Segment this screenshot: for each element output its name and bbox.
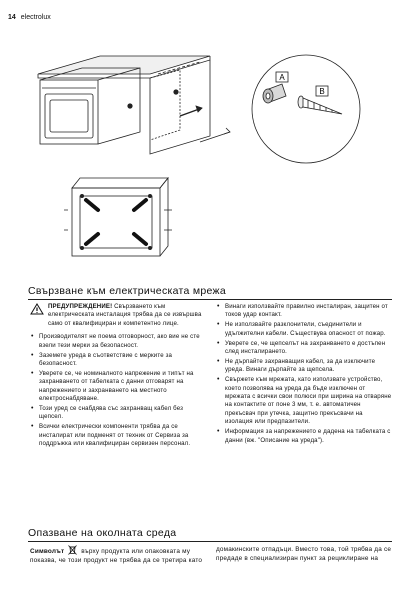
environment-text-right: домакинските отпадъци. Вместо това, той трябва да се предаде в специализиран пункт за рециклиране на [216, 546, 392, 562]
environment-right-text [216, 545, 392, 563]
list-item: • Всички електрически компоненти трябва да се инсталират или подменят от техник от Сервиза за поддръжка или квалифициран сервизен персонал. [30, 423, 208, 448]
symbol-label: Символът [30, 548, 65, 555]
right-bullet-list [216, 303, 392, 445]
electrical-section-title: Свързване към електрическата мрежа [28, 285, 392, 300]
list-item: • Винаги използвайте правилно инсталиран, защитен от токов удар контакт. [216, 303, 392, 320]
environment-text-left: върху продукта или опаковката му показва, че този продукт не трябва да се третира като [30, 548, 203, 564]
left-column [30, 303, 208, 450]
warning-text: Свързването към електрическата инсталация трябва да се извършва само от квалифициран и компетентно лице. [48, 303, 202, 327]
warning-triangle-icon [30, 303, 44, 315]
list-item: • Свържете към мрежата, като използвате устройство, което позволява на уреда да бъде изключен от мрежата с всички свои полюси при ширина на отваряне на контактите от поне 3 мм, т. е. автоматичен прекъсвач при утечка, защитно прекъсвачи на изолация или предпазители. [216, 376, 392, 426]
list-item: • Производителят не поема отговорност, ако вие не сте взели тези мерки за безопасност. [30, 333, 208, 350]
warning-label: ПРЕДУПРЕЖДЕНИЕ! [48, 303, 113, 310]
list-item: • Информация за напрежението е дадена на табелката с данни (вж. "Описание на уреда"). [216, 428, 392, 445]
list-item: • Заземете уреда в съответствие с мерките за безопасност. [30, 352, 208, 369]
right-column [216, 303, 392, 447]
environment-section-title: Опазване на околната среда [28, 527, 392, 542]
left-bullet-list [30, 333, 208, 448]
list-item: • Уверете се, че щепселът на захранването е достъпен след инсталирането. [216, 340, 392, 357]
page-header [8, 14, 51, 21]
crossed-bin-icon [68, 545, 77, 555]
screw-plug-detail-figure [246, 52, 366, 167]
warning-block [30, 303, 208, 328]
brand-name: electrolux [20, 14, 51, 21]
list-item: • Този уред се снабдява със захранващ кабел без щепсел. [30, 405, 208, 422]
list-item: • Не дърпайте захранващия кабел, за да изключите уреда. Винаги дърпайте за щепсела. [216, 358, 392, 375]
page-number: 14 [8, 14, 16, 21]
label-b: B [319, 87, 325, 96]
environment-left-text [30, 545, 208, 565]
label-a: A [279, 73, 285, 82]
oven-frame-figure [60, 170, 180, 265]
oven-installation-figure [30, 44, 240, 169]
list-item: • Уверете се, че номиналното напрежение и типът на захранването от табелката с данни отговарят на напрежението и захранването на местното електроснабдяване. [30, 370, 208, 404]
list-item: • Не използвайте разклонители, съединители и удължителни кабели. Съществува опасност от пожар. [216, 321, 392, 338]
